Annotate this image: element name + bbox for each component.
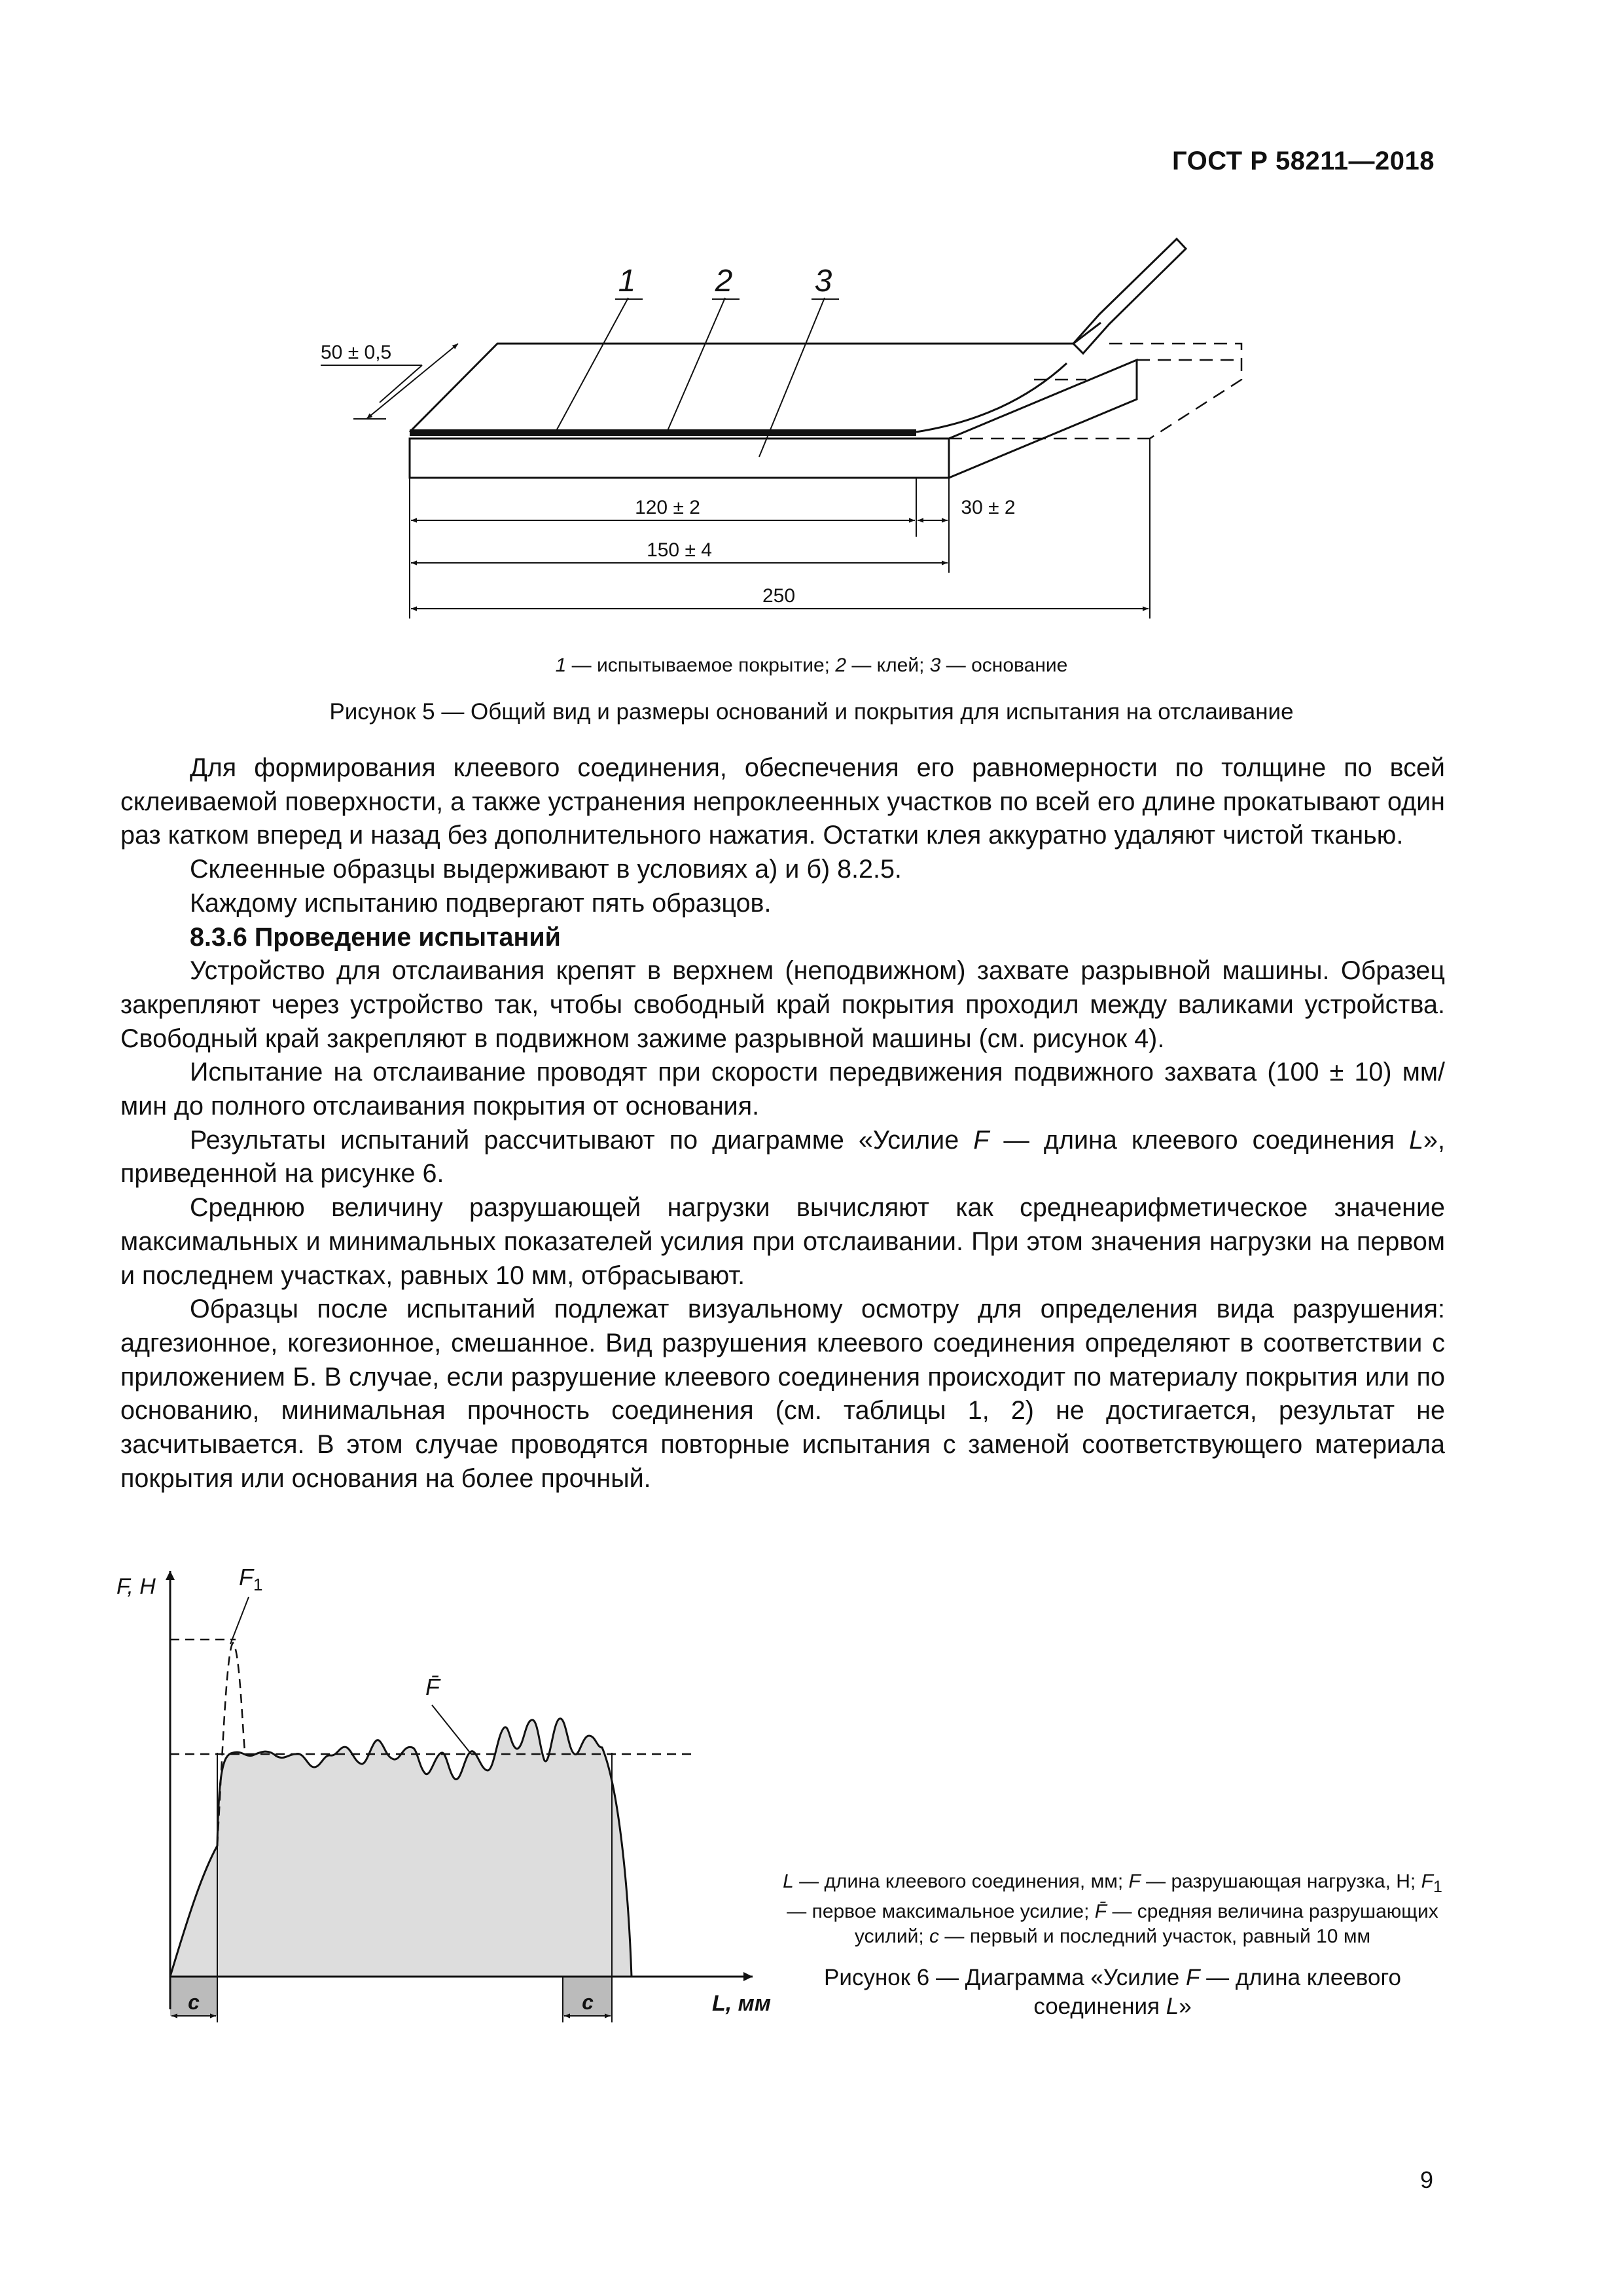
paragraph: Испытание на отслаивание проводят при скорости передвижения подвижного захвата (100 ± 10) мм/мин до полного отслаивания покрытия от основания.	[120, 1058, 1445, 1121]
paragraph: Устройство для отслаивания крепят в верхнем (неподвижном) захвате разрывной машины. Образец закрепляют через устройство так, чтобы свободный край покрытия проходил между валиками устройства. Свободный край закрепляют в подвижном зажиме разрывной машины (см. рисунок 4).	[120, 956, 1445, 1053]
paragraph: Каждому испытанию подвергают пять образцов.	[190, 888, 772, 918]
standard-designation: ГОСТ Р 58211—2018	[1172, 147, 1435, 175]
figure-5-caption: Рисунок 5 — Общий вид и размеры оснований и покрытия для испытания на отслаивание	[329, 699, 1294, 725]
dim-bonded-label: 120 ± 2	[635, 497, 700, 518]
figure-6-caption: Рисунок 6 — Диаграмма «Усилие F — длина клеевого соединения L»	[824, 1965, 1401, 2019]
figure-6-legend: L — длина клеевого соединения, мм; F — разрушающая нагрузка, Н; $F_1$ — первое максимальное усилие; F̄ — средняя величина разрушающих усилий; c — первый и последний участок, равный 10 мм	[783, 1871, 1442, 1947]
section-heading: 8.3.6 Проведение испытаний	[190, 922, 561, 952]
force-curve-area	[170, 1719, 632, 1977]
peeled-end	[1073, 239, 1186, 353]
dim-coating-label: 250	[762, 585, 796, 607]
callout-1: 1	[618, 264, 636, 298]
base-front	[410, 439, 949, 478]
figure-5-drawing	[301, 223, 1257, 628]
callout-2: 2	[715, 264, 733, 298]
callout-3: 3	[814, 264, 832, 298]
paragraph: Среднюю величину разрушающей нагрузки вычисляют как среднеарифметическое значение максимальных и минимальных показателей усилия при отслаивании. При этом значения нагрузки на первом и последнем участках, равных 10 мм, отбрасывают.	[120, 1193, 1445, 1290]
page-number: 9	[1419, 2166, 1433, 2193]
f1-label: $F_1$	[239, 1564, 263, 1594]
dim-free-label: 30 ± 2	[961, 497, 1016, 518]
body-text	[120, 751, 1445, 1496]
y-axis-label: F, Н	[116, 1574, 156, 1599]
c-label-first: c	[188, 1990, 200, 2014]
paragraph: Для формирования клеевого соединения, обеспечения его равномерности по толщине по всей склеиваемой поверхности, а также устранения непроклеенных участков по всей его длине прокатывают один раз катком вперед и назад без дополнительного нажатия. Остатки клея аккуратно удаляют чистой тканью.	[120, 753, 1445, 850]
figure-6-diagram	[105, 1558, 785, 2029]
c-label-last: c	[582, 1990, 594, 2014]
paragraph: Образцы после испытаний подлежат визуальному осмотру для определения вида разрушения: адгезионное, когезионное, смешанное. Вид разрушения клеевого соединения определяют в соответствии с приложением Б. В случае, если разрушение клеевого соединения происходит по материалу покрытия или по основанию, минимальная прочность соединения (см. таблицы 1, 2) не достигается, результат не засчитывается. В этом случае проводятся повторные испытания с заменой соответствующего материала покрытия или основания на более прочный.	[120, 1295, 1445, 1493]
fmean-label: F̄	[425, 1674, 440, 1700]
dim-base-label: 150 ± 4	[647, 539, 712, 561]
base-top-right	[949, 360, 1137, 478]
paragraph: Результаты испытаний рассчитывают по диаграмме «Усилие F — длина клеевого соединения L», приведенной на рисунке 6.	[120, 1125, 1445, 1189]
x-axis-label: L, мм	[712, 1991, 771, 2016]
figure-5-legend: 1 — испытываемое покрытие; 2 — клей; 3 — основание	[555, 655, 1068, 676]
paragraph: Склеенные образцы выдерживают в условиях а) и б) 8.2.5.	[190, 855, 902, 884]
dim-width-label: 50 ± 0,5	[321, 342, 392, 363]
